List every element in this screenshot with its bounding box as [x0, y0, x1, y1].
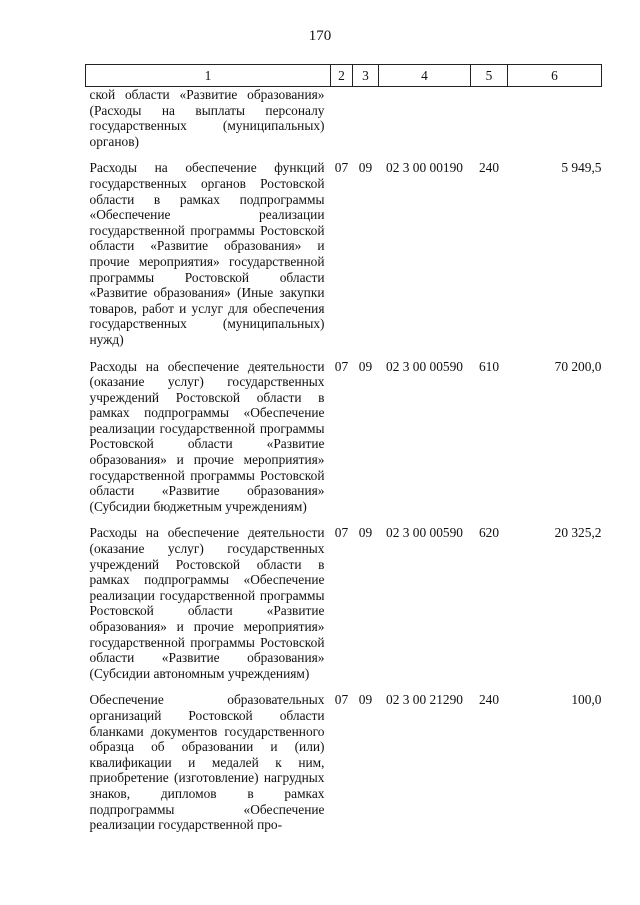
row-section: 07 — [334, 525, 349, 541]
row-target-article — [379, 87, 471, 150]
row-description: Расходы на обеспечение функций государственных органов Ростовской области в рамках подпрограммы «Обеспечение реализации государственной программы Ростовской области «Развитие образования» и прочие мероприятия» государственной программы Ростовской области «Развитие образования» (Иные закупки товаров, работ и услуг для обеспечения государственных (муниципальных) нужд) — [89, 160, 325, 347]
row-target-article: 02 3 00 00190 — [386, 160, 463, 176]
row-expense-type: 240 — [478, 692, 500, 708]
row-subsection — [353, 87, 379, 150]
column-header-2: 2 — [331, 65, 353, 87]
column-header-1: 1 — [86, 65, 331, 87]
table-row — [86, 348, 602, 515]
row-description: ской области «Развитие образования» (Расходы на выплаты персоналу государственных (муниципальных) органов) — [89, 87, 325, 149]
row-subsection: 09 — [358, 160, 373, 176]
row-section: 07 — [334, 692, 349, 708]
table-row — [86, 149, 602, 347]
column-header-6: 6 — [508, 65, 602, 87]
table-row — [86, 681, 602, 832]
row-description: Обеспечение образовательных организаций Ростовской области бланками документов государственного образца об образовании и (или) квалификации и медалей к ним, приобретение (изготовление) нагрудных знаков, дипломов в рамках подпрограммы «Обеспечение реализации государственной про- — [89, 692, 325, 833]
row-expense-type: 610 — [478, 358, 500, 374]
column-header-5: 5 — [471, 65, 508, 87]
row-description: Расходы на обеспечение деятельности (оказание услуг) государственных учреждений Ростовской области в рамках подпрограммы «Обеспечение реализации государственной программы Ростовской области «Развитие образования» и прочие мероприятия» государственной программы Ростовской области «Развитие образования» (Субсидии бюджетным учреждениям) — [89, 358, 325, 514]
budget-table — [85, 64, 602, 833]
row-amount — [508, 87, 602, 150]
row-section: 07 — [334, 358, 349, 374]
column-header-4: 4 — [379, 65, 471, 87]
row-expense-type: 240 — [478, 160, 500, 176]
row-subsection: 09 — [358, 358, 373, 374]
row-description: Расходы на обеспечение деятельности (оказание услуг) государственных учреждений Ростовской области в рамках подпрограммы «Обеспечение реализации государственной программы Ростовской области «Развитие образования» и прочие мероприятия» государственной программы Ростовской области «Развитие образования» (Субсидии автономным учреждениям) — [89, 525, 325, 681]
header-row — [86, 65, 602, 87]
row-section — [331, 87, 353, 150]
page-number: 170 — [308, 28, 332, 44]
row-expense-type — [471, 87, 508, 150]
row-amount: 5 949,5 — [561, 160, 602, 176]
row-subsection: 09 — [358, 692, 373, 708]
row-amount: 70 200,0 — [554, 358, 602, 374]
row-amount: 20 325,2 — [554, 525, 602, 541]
column-header-3: 3 — [353, 65, 379, 87]
row-target-article: 02 3 00 00590 — [386, 525, 463, 541]
row-target-article: 02 3 00 00590 — [386, 358, 463, 374]
row-section: 07 — [334, 160, 349, 176]
row-target-article: 02 3 00 21290 — [386, 692, 463, 708]
table-row — [86, 514, 602, 681]
row-subsection: 09 — [358, 525, 373, 541]
table-row — [86, 87, 602, 150]
row-expense-type: 620 — [478, 525, 500, 541]
row-amount: 100,0 — [571, 692, 602, 708]
